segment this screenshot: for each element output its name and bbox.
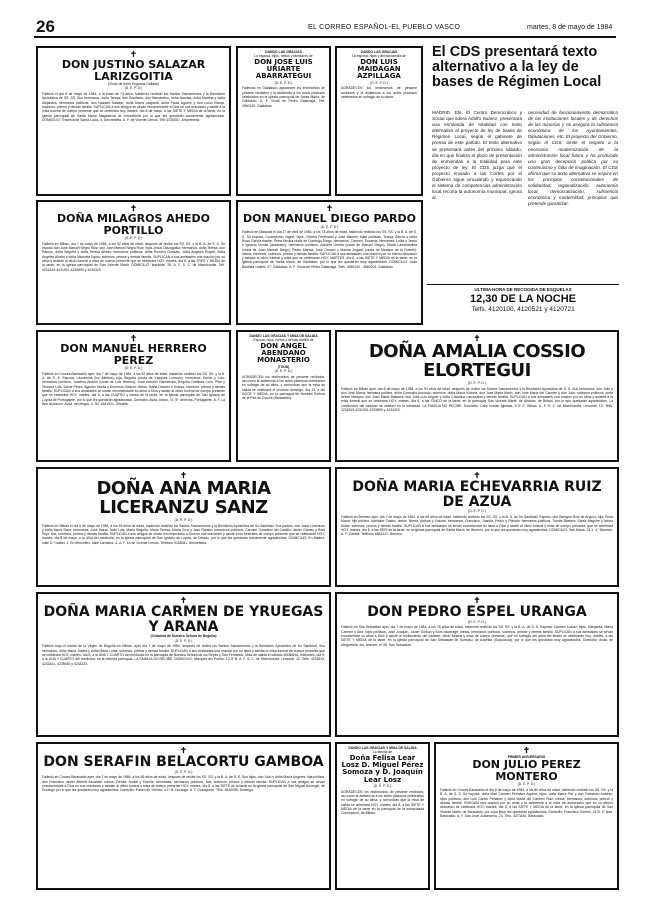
cross-icon: ✝	[180, 596, 187, 605]
deadline-box	[427, 287, 619, 323]
deceased-name: Doña Felisa Lear Losz D. Miguel Pérez Somoza y D. Joaquín Lear Losz	[341, 753, 424, 784]
cross-icon: ✝	[523, 746, 530, 755]
thanks-angel-abendano	[236, 330, 331, 462]
deceased-name: DOÑA MARIA CARMEN DE YRUEGAS Y ARANA	[43, 604, 324, 635]
rip-line: (D. E. P. D.)	[274, 368, 293, 373]
cross-icon: ✝	[130, 50, 137, 59]
notice-heading: DANDO LAS GRACIAS Y MISA DE SALIDA	[348, 746, 417, 750]
obituary-milagros-ahedo	[36, 200, 231, 325]
article-column-1: MADRID. Efe. El Centro Democrático y Social que lidera Adolfo Suárez, presentará una enmienda de totalidad con texto alternativo al proyecto de ley de bases de Régimen Local, según el gabinete de prensa de este partido. El texto alternativo se presentará antes del próximo sábado, día en que finaliza el plazo de presentación de enmiendas a la totalidad para este proyecto de ley. El CDS juzga que el proyecto enviado a las Cortes por el Gobierno sigue vinculando y equivocando el sistema de competencias administración local recorta la autonomía municipal, ignora al	[432, 110, 522, 201]
issue-date: martes, 8 de mayo de 1984	[527, 24, 613, 31]
deceased-name: DON MANUEL DIEGO PARDO	[243, 212, 416, 225]
thanks-luis-maidagan	[335, 46, 423, 196]
rip-line: (D. E. P. D.)	[274, 80, 293, 85]
notice-body: Falleció en San Sebastián ayer, día 7 de mayo de 1984, a los 78 años de edad, habiendo recibido los SS. SS. y la B. A. de S. S. Esposa, Carmen Loinaz; hijos, Margarita, María Carmen y Ana; hijos políticos, José Joaquín, Javier Goikuri y Boni Iduarrage; nietos, hermanos políticos, sobrinos, primos y demás familia. SUPLICAN a sus amistades se sirvan encomendar su alma a Dios y asistir al recibimiento del cadáver, oficio funeral y misa de cuerpo presente, que en sufragio del alma del finado se celebrarán hoy, martes, a las SIETE Y MEDIA de la tarde, en la iglesia parroquial de San Sebastián de Soreasu, de Azpeitia (Guipúzcoa), por lo que les quedarán muy agradecidos. Domicilio: Avda. de Ategorrieta, s/n, Avenue, nº 55. San Sebastián.	[341, 625, 613, 647]
article-column-2: necesidad de funcionamiento democrático de las instituciones locales y de derechos de las minorías y no asegura la suficiencia económica de los Ayuntamientos, Diputaciones, etc. El proyecto del Gobierno, según el CDS, omite el respeto a la necesaria modernización de la administración local futura y ha producido una gran decepción política por su continuismo y falta de imaginación. El CDS afirma que su texto alternativo se inspira en los principios constitucionales de solidaridad, regionalización, autonomía local, democratización, suficiencia económica y modernidad, principios que pretende garantizar.	[528, 110, 618, 207]
cross-icon: ✝	[180, 746, 187, 755]
notice-subtitle: (Viudo de doña Engracia Gallada)	[107, 82, 160, 87]
obituary-justino-salazar	[36, 46, 231, 196]
cross-icon: ✝	[473, 334, 481, 343]
notice-body: AGRADECEN los testimonios de pésame recibidos, así como la asistencia a los actos piadosos celebrados en sufragio de su alma, y comunican que la misa de salida se celebrará HOY, martes, día 8, a las SIETE Y MEDIA de la tarde en la parroquia de la Inmaculada Concepción, de Bilbao.	[341, 789, 424, 816]
notice-body: Falleció en Bilbao ayer, día 6 de mayo de 1984, a los 93 años de edad, después de recibir los Santos Sacramentos y la Bendición Apostólica de S. S. Sus hermanos, don Julio y don José María; hermana política, doña Consuelo Amondo; sobrinos, doña María Victoria, don José María Mario, don José María del Carmen y don Julio; sobrinos políticos, doña Itzíbel Marquiz, don Juan María Bastarra, don José Luis Angulo y doña Castalina Larrazábal y demás familia. SUPLICAN a sus amistades una oración por su alma y asistan a la misa funeral que se celebrará HOY, martes, día 8, a las CINCO de la tarde, en la parroquia San Vicente Mártir, de Abando, de Bilbao, por lo que quedarán agradecidos. La conducción del cadáver se celebró en la intimidad. LA FAMILIA NO RECIBE. Domicilio: Calle Kurtatí Iglesias, 6-3º G. Bilbao. A. F. S. C. de Misericordia. Lersundi, 12. Telfs. 4231819-4231901-4239690 y 4234323.	[341, 386, 613, 413]
cross-icon: ✝	[130, 204, 137, 213]
deceased-name: DON LUIS MAIDAGAN AZPILLAGA	[357, 57, 401, 81]
rip-line: (D. E. P. D.)	[124, 86, 143, 91]
cross-icon: ✝	[180, 471, 187, 480]
cross-icon: ✝	[473, 596, 481, 605]
deceased-name: DON JOSE LUIS URIARTE ABARRATEGUI	[254, 57, 313, 81]
notice-body: Falleció en Bermeo ayer, día 7 de mayo de 1984, a los 68 años de edad, habiendo recibido los SS. SS. y la B. A. de Su Santidad. Esposo, don Benigno Ruiz de Angulo; hija, Rosa María; hijo político, Adelaido Castro; nietos, Nerea, Ainhoa y Yosune; hermanos, Francisco, Juanita, Pedro y Plácido; hermanos políticos, Tomás Bastara, Santa Maguire y Arturo Aldaz; sobrinos, primos y demás familia. SUPLICAN a sus amistades se sirvan encomendar su alma a Dios y asistir al oficio funeral y misa de cuerpo presente, que se celebrará HOY, martes, día 8, a las SEIS de la tarde, en la iglesia parroquial de Santa María, de Bermeo, por lo que les quedarán muy agradecidos. DOMICILIO: San María, 24-1. 4.º Bermeo. A. F. Zubeta. Teléfono 6881221. Bermeo.	[341, 515, 613, 537]
notice-body: Falleció en Cruces-Baracaldo el día 8 de mayo de 1983, a los 80 años de edad, habiendo recibido los SS. SS. y la B. A. de S. S. Su esposa, doña Mari Carmen Peñalver Aguirre; hijos, doña María Flor y don Francisco Antonio; hijos políticos, don Luis Carlos Peñalver y doña María del Carmen Ruiz; nietos, hermanos, sobrinos, primos y demás familia. RUEGAN una oración por su alma y la asistencia a la misa de aniversario que en su eterno descanso se celebrará HOY, martes, día 8, a las SIETE Y MEDIA de la tarde, en la iglesia parroquial de San Vicente Mártir, de Baracaldo, por cuyo favor les quedarán agradecidos. Domicilio: Francisco Gómez, 24-B, 2º izda. Baracaldo. A. F. San José. Autonomía, 23. Tfno. 4373430. Baracaldo.	[440, 788, 613, 818]
notice-body: Falleció en Bilbao, día 7 de mayo de 1984, a los 52 años de edad, después de recibir los SS. SS. y la B. A. de S. S. Su esposo don José Manuel Negro Ruiz; don Juan Manuel Negro Ruiz; hijos Jesús Olazagoitia; hermanos, doña Teresa, don Ramón, doña Begoña y doña Teresa Ahedo; hermanos políticos, doña Romero Gonzalo, doña Angeles Roque, doña Ángeles Ahedo y doña Manuela Egido; sobrinos, primos y demás familia. SUPLICAN a sus amistades una oración por su alma y asistan al oficio funeral o misa de cuerpo presente que se celebrará HOY, martes, día 8, a las TRES Y MEDIA de la tarde, en la iglesia parroquial de San Vicente Mártir. DOMICILIO: Iturribide, 25. A. F. S. C. de Misericordia. Telf. 4231819-4231901-4239690 y 4234323.	[42, 241, 225, 272]
notice-body: Falleció el día 8 de mayo de 1984, a la edad de 74 años, habiendo recibido los Santos Sacramentos y la Bendición Apostólica de SS. SS. Sus hermanos, doña Teresa, don Bonifacio, don Bernardino, doña Narcisa, doña Martina y doña Alejandra; hermanos políticos, don Nazario Salazar, doña María Lasparla, doña Paula Aguirre y don Lucio Eteraz, sobrinos, primos y demás familia. SUPLICAN a sus amigos se sirvan encomendarle a Dios en sus oraciones y asistir a la misa funeral de cuerpo presente que se celebrará hoy, martes, día 8 de mayo, a las SIETE Y MEDIA de la tarde, en la iglesia parroquial de Santa María Magdalena de Amorebieta por lo que les quedarán sumamente agradecidos. DOMICILIO: Travesía de Santa Lucía, 5. Amorebieta. A. F. de Vicente Lemos. Telf. 6730067. Amorebieta.	[42, 92, 225, 122]
obituary-maria-echevarria	[335, 467, 619, 587]
rip-line: (D. E. P. D.)	[468, 619, 486, 624]
notice-subtitle: La esposa, hijas y demás familia de	[352, 54, 406, 59]
page-number: 26	[36, 17, 55, 36]
notice-body: AGRADECEN los testimonios de pésame recibidos y la asistencia a los actos piadosos celebrados en sufragio de su alma.	[341, 86, 417, 100]
rip-line: (D. E. P. D.)	[517, 782, 536, 787]
notice-body: Falleció en Cruces-Baracaldo ayer, día 7 de mayo de 1984, a los 65 años de edad, después de recibir los SS. SS. y la B. A. de S. S. Sus hijos, don Julio y doña María Angeles; hija política, don Francisco Javier Alberdi Azcárate; nietos, Zierixa, Arrate y Eneritz; hermanas; hermanos políticos, tíos, sobrinos, primos y demás familia. SUPLICAN a sus amigos se sirvan encomendarle a Dios en sus oraciones y asistan al oficio funeral y misa de cuerpo presente HOY, martes, día 8, a las SIETE de la tarde en la iglesia parroquial de San Miguel Arcángel, de Durango por lo que les quedarán muy agradecidos. Domicilio: Paseo de Yurreta, 4-1º B. Durango. A. F. Dosaguren. Tfno. 6810095. Durango.	[42, 775, 325, 793]
deceased-name: DON JULIO PEREZ MONTERO	[472, 758, 581, 783]
cross-icon: ✝	[130, 334, 137, 343]
header-rule	[34, 36, 616, 38]
anniversary-julio-perez	[434, 742, 619, 890]
deadline-label: ULTIMA HORA DE RECOGIDA DE ESQUELAS	[474, 287, 572, 292]
notice-subtitle: Esposa, hijos, nietos y demás familia de	[253, 338, 314, 343]
thanks-jose-luis-uriarte	[236, 46, 331, 196]
cross-icon: ✝	[326, 204, 333, 213]
deadline-time: 12,30 DE LA NOCHE	[470, 293, 576, 305]
notice-body: Falleció en Cruces-Baracaldo ayer, día 7 de mayo de 1984, a los 82 años de edad, habiendo recibido los SS. SS. y la B. A. de S. S. Esposa, Lauramina (luz Alfeltos); hija, Begoña (viuda de Vázquez Lorenzo); hermanos, Emilio y Lolo; hermanos políticos, Josefina Andres (viuda de Luis Herrero), José Antonio Garmendia, Begoña Gamboa, Luis, Pilar y Teodora Lois, Jaime Pérez, Agustín Inunta y Kommun Solachi; nietos, Marta Dolores e Imanol; sobrinos, primos y demás familia. SUPLICAN a sus amistades se sirvan encomendarle su alma a Dios y asistir al oficio funeral de cuerpo presente que se celebrará HOY, martes, día 8, a las CUATRO y media de la tarde, en la iglesia parroquial de San Ignacio de Loyola de Portugalete, por lo que les quedarán agradecidos. Domicilio: Avda. Abaro, 74. 5º. derecha. Portugalete. A. F. La Ben Asunción. Avda. del Mogar, 4. Tel. 4641521. Ortuella.	[42, 371, 225, 406]
thanks-felisa-lear	[335, 742, 430, 890]
obituary-manuel-herrero	[36, 330, 231, 462]
deceased-name: DOÑA MILAGROS AHEDO PORTILLO	[57, 212, 210, 237]
deceased-name: DON PEDRO ESPEL URANGA	[367, 604, 587, 620]
rip-line: (D. E. P. D.)	[320, 224, 339, 229]
newspaper-name: EL CORREO ESPAÑOL-EL PUEBLO VASCO	[308, 24, 461, 31]
rip-line: (D. E. P. D.)	[174, 517, 193, 522]
notice-subtitle: (Celadora de Nuestra Señora de Begoña)	[150, 634, 217, 639]
deceased-name: DON ANGEL ABENDAÑO MONASTERIO	[257, 341, 310, 365]
rip-line: (D. E. P. D.)	[370, 80, 388, 85]
deceased-name: DON SERAFIN BELACORTU GAMBOA	[43, 754, 324, 770]
obituary-maria-carmen-yruegas	[36, 592, 331, 737]
obituary-pedro-espel	[335, 592, 619, 737]
rip-line: (D. E. P. D.)	[174, 769, 193, 774]
notice-subtitle: La familia de	[372, 750, 393, 755]
notice-body: AGRADECEN los testimonios de pésame recibidos, así como la asistencia a los actos piadosos celebrados en sufragio de su alma, y comunican que la misa de salida se celebrará el próximo domingo, día 13, a las DOCE Y MEDIA, en la parroquia de Nuestra Señora de la Paz de Cruces (Baracaldo).	[242, 374, 325, 401]
obituary-serafin-belacortu	[36, 742, 331, 890]
deceased-name: DOÑA ANA MARIA LICERANZU SANZ	[96, 478, 271, 518]
obituary-ana-maria-liceranzu	[36, 467, 331, 587]
rip-line: (D. E. P. D.)	[124, 236, 143, 241]
rip-line: (D. E. P. D.)	[373, 783, 392, 788]
notice-body: Falleció en Mascota el día 27 de abril de 1984, a los 78 años de edad, habiendo recibido los SS. SS. y la B. A. de S. S. Su esposa, Concepción Yagüe; hijos, Chema Ferdinand y José Manuel; hijas políticas, Teresa García y doña Rosa García madre, Petra Urrutia viuda de Domingo Diego; hermanos, Carmen, Encarna, Mercedes, Lolita y Jesús e Ignacio Urrutia (ausentes); hermanos políticos, Adriana Urrutia (viuda de Manuel Diego), Marta Lamamedina (viuda de Juan Manuel Diego), Pedro Mansa, José Ormaín y Marina Zugasti (viuda de Mariano de la Fuente); nietos, biznietos, sobrinos, primos y demás familia. SUPLICAN a sus amistades una oración por su eterno descanso y asistan al oficio funeral y misa que se celebrarán HOY, MARTES, día 8, a las SIETE Y MEDIA de la tarde, en la iglesia parroquial de Santa María, de Galdakao, por lo que les quedarán muy agradecidos. DOMICILIO: Juan Bautista Uriarte, 27. Galdakao. A. F. Viuda de Pedro Galarraga. Telfs. 4560130 - 4560204. Galdakao.	[242, 230, 417, 269]
obituary-amalia-cossio	[335, 330, 619, 462]
notice-subtitle: La esposa, hijos, nietos y familiares de	[254, 54, 313, 59]
deceased-name: DON MANUEL HERRERO PEREZ	[60, 342, 207, 367]
notice-body: Falleció bajo el manto de la Virgen de Begoña en Bilbao, ayer día 7 de mayo de 1984, después de recibir los Santos Sacramentos y la Bendición Apostólica de Su Santidad. Sus hermanos, doña María Josefa y doña María Luisa; sobrinos, primos y demás familia. SUPLICAN a sus amistades una oración por su alma y asistan a misa funeral de cuerpo presente que se celebrará HOY, martes, día 8, a la UNA Y CUARTO del mediodía en la parroquia de Nuestra Señora de los Reyes y San Fernando. Misa de salida el sábado MAÑANA, miércoles, día 9, a la UNA Y CUARTO del mediodía, en la referida parroquia. LA FAMILIA NO RECIBE. DOMICILIO: Marqués del Puerto, 12-3º B. A. F. S. C. de Misericordia. Lersundi, 12. Telfs. 4231819, 4231821, 4235630 y 4234323.	[42, 644, 325, 666]
nickname: (TOUN)	[277, 364, 290, 369]
rip-line: (D. E. P. D.)	[468, 509, 486, 514]
cross-icon: ✝	[473, 471, 481, 480]
rip-line: (D. E. P. D.)	[124, 366, 143, 371]
deceased-name: DON JUSTINO SALAZAR LARIZGOITIA	[61, 58, 206, 83]
rip-line: (D. E. P. D.)	[468, 380, 486, 385]
deceased-name: DOÑA MARIA ECHEVARRIA RUIZ DE AZUA	[352, 479, 602, 510]
notice-body: Fallecido en Galdakao, agradecen los testimonios de pésame recibidos y la asistencia a los actos piadosos celebrados en la iglesia parroquial de Santa María, de Galdakao. A. F. Viuda de Pedro Galarraga. Telf. 4560130. Galdakao.	[242, 86, 325, 108]
notice-heading: DANDO LAS GRACIAS	[360, 50, 398, 54]
notice-heading: PRIMER ANIVERSARIO	[507, 755, 546, 759]
article-headline: El CDS presentará texto alternativo a la ley de bases de Régimen Local	[432, 44, 602, 90]
obituary-manuel-diego	[236, 200, 423, 325]
deceased-name: DOÑA AMALIA COSSIO ELORTEGUI	[368, 341, 586, 381]
notice-heading: DANDO LAS GRACIAS Y MISA DE SALIDA	[249, 334, 318, 338]
notice-heading: DANDO LAS GRACIAS	[265, 50, 302, 54]
deadline-phones: Telfs. 4120100, 4120521 y 4120721	[471, 306, 575, 313]
flash-top-rule	[427, 284, 619, 285]
notice-body: Falleció en Bilbao el día 6 de mayo de 1984, a los 39 años de edad, habiendo recibido los Santos Sacramentos y la Bendición Apostólica de Su Santidad. Sus padres, don Justo Liceranzu y doña María Sanz; hermanos, José María, Juan Luis, María Begoña, María Teresa, María Cruz y Josu Ramón; hermanos políticos, Carmen González del Castillo, Javier Gómez y Raúl Rojo; tíos, sobrinos, primos y demás familia. SUPLICAN a sus amigos se sirvan encomendarla a Dios en sus oraciones y asistir a los funerales de cuerpo presente que se celebrarán HOY, martes, día 8 de mayo, a la UNA del mediodía, en la iglesia parroquial de San Ignacio de Loyola, de Deusto, por lo que les quedarán sumamente agradecidos. DOMICILIO: En Madrid, calle D.ª Isabel, 4. En Mercefles, calle Landaluz, 4. A. F. La de Vicente Lemos. Telefono 5118081. Amorebieta.	[42, 523, 325, 545]
rip-line: (D. E. P. D.)	[174, 638, 193, 643]
